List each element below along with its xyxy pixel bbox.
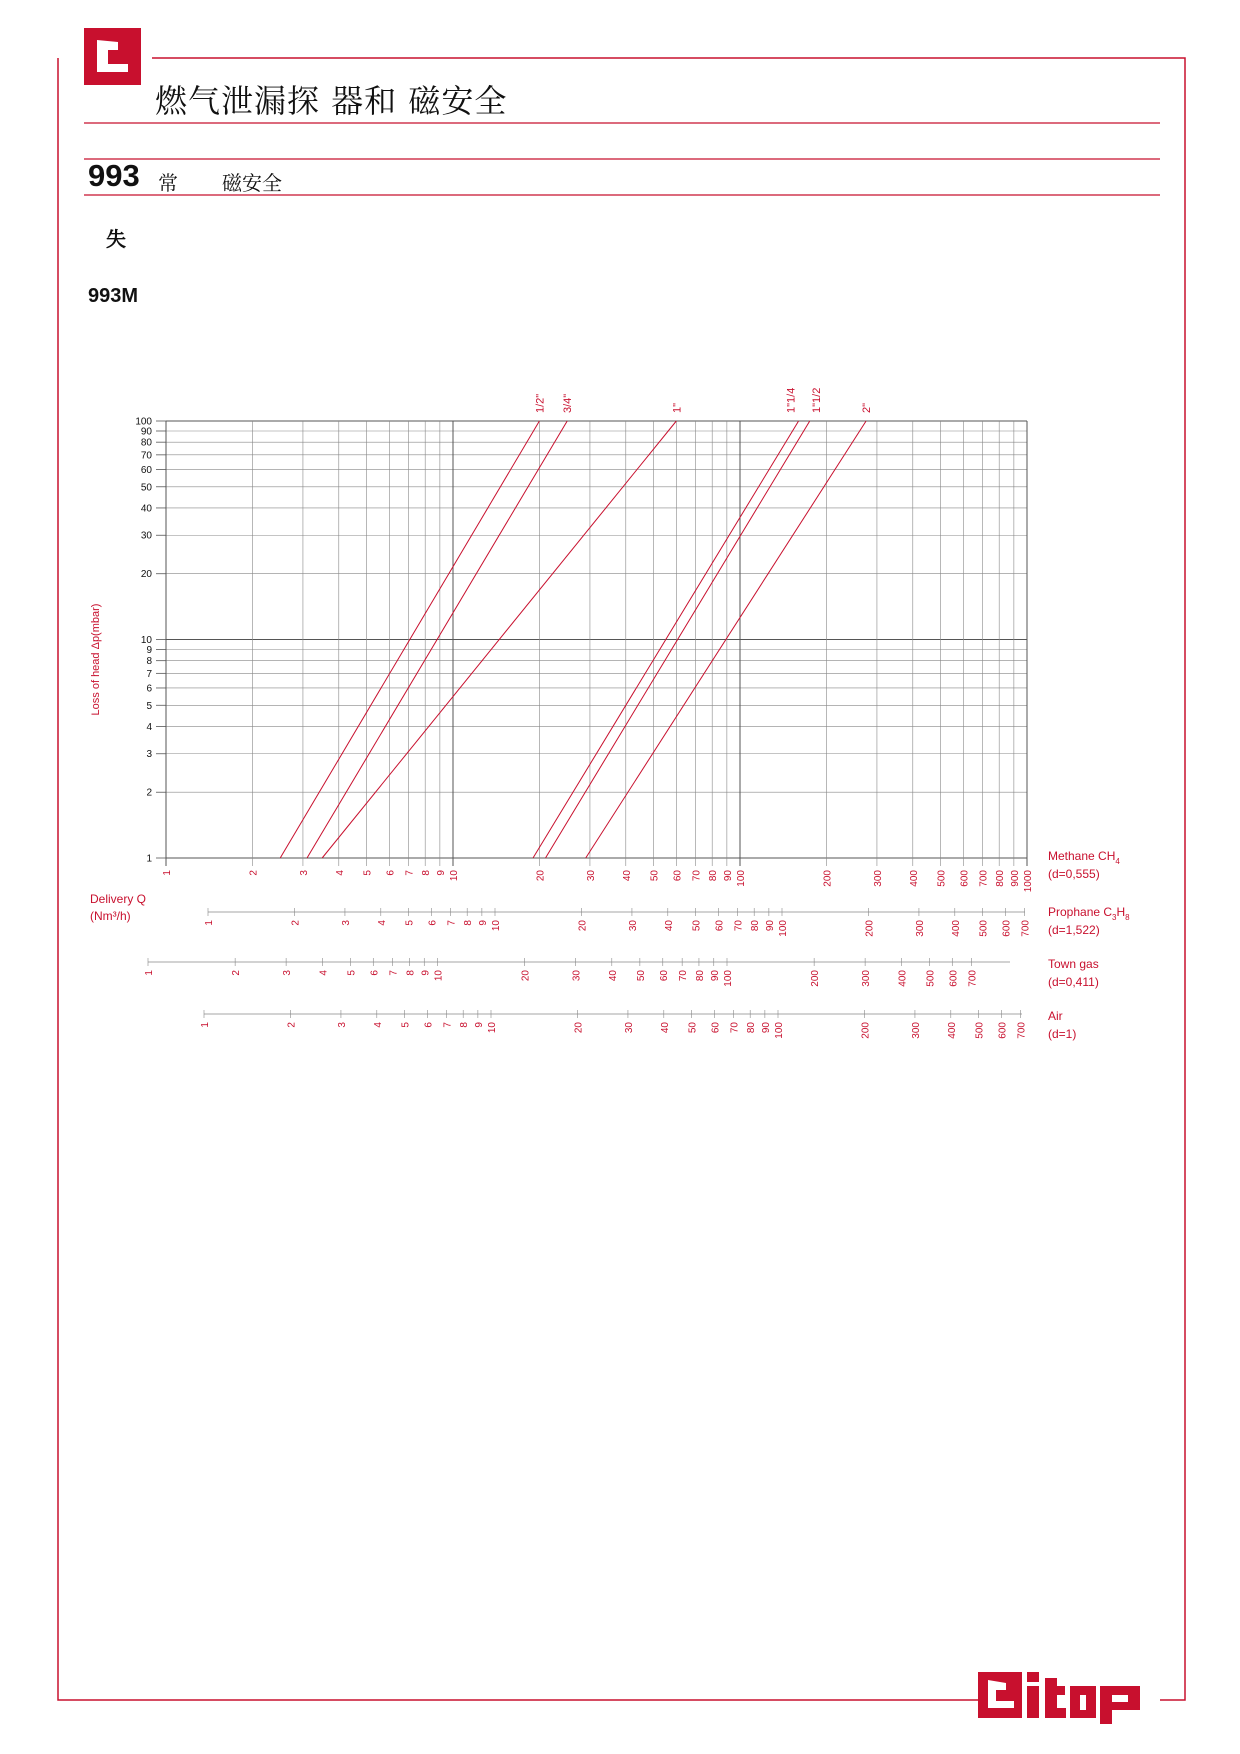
gas-scale-tick-label: 10 bbox=[487, 1022, 498, 1034]
y-tick-label: 1 bbox=[146, 853, 152, 865]
gas-scale-tick-label: 8 bbox=[405, 970, 417, 976]
gas-scale-tick-label: 100 bbox=[778, 920, 789, 937]
gas-scale-tick-label: 10 bbox=[491, 920, 502, 932]
x-tick-label: 5 bbox=[362, 870, 374, 876]
x-tick-label: 4 bbox=[334, 870, 346, 876]
y-axis-ticks bbox=[135, 417, 166, 865]
y-tick-label: 50 bbox=[140, 482, 152, 494]
gas-scale-name: Air bbox=[1048, 1009, 1063, 1023]
x-tick-label: 9 bbox=[435, 870, 447, 876]
x-axis-unit: (Nm³/h) bbox=[90, 909, 131, 923]
gas-scale-tick-label: 2 bbox=[231, 970, 243, 976]
gas-scale-tick-label: 80 bbox=[750, 920, 762, 932]
y-tick-label: 90 bbox=[140, 426, 152, 438]
y-tick-label: 30 bbox=[140, 530, 152, 542]
x-tick-label: 8 bbox=[421, 870, 433, 876]
y-tick-label: 7 bbox=[146, 668, 152, 680]
gas-scale-tick-label: 600 bbox=[948, 970, 960, 987]
gas-scale-density: (d=1) bbox=[1048, 1027, 1077, 1041]
x-tick-label: 80 bbox=[708, 870, 720, 882]
y-axis-title: Loss of head Δp(mbar) bbox=[90, 603, 102, 716]
gas-scale-tick-label: 7 bbox=[442, 1022, 454, 1028]
chart-labels bbox=[90, 388, 1130, 1041]
gas-scale-tick-label: 300 bbox=[861, 970, 873, 987]
product-code: 993 bbox=[88, 158, 140, 193]
gas-scale-tick-label: 400 bbox=[897, 970, 909, 987]
gas-scale-tick-label: 6 bbox=[369, 970, 381, 976]
y-tick-label: 6 bbox=[146, 683, 152, 695]
gas-scale-tick-label: 90 bbox=[764, 920, 776, 932]
gas-scale-tick-label: 80 bbox=[746, 1022, 758, 1034]
gas-scale-tick-label: 400 bbox=[946, 1022, 958, 1039]
x-tick-label: 200 bbox=[822, 870, 834, 887]
gas-scale-tick-label: 7 bbox=[388, 970, 400, 976]
gas-scale-tick-label: 50 bbox=[635, 970, 647, 982]
product-sub-label-2: 磁安全 bbox=[222, 171, 282, 195]
x-tick-label: 20 bbox=[535, 870, 547, 882]
gas-scale-density: (d=0,555) bbox=[1048, 867, 1100, 881]
product-sub-label: 常 bbox=[158, 171, 178, 195]
gas-scale-tick-label: 500 bbox=[925, 970, 937, 987]
y-tick-label: 5 bbox=[146, 700, 152, 712]
gas-scale-tick-label: 50 bbox=[687, 1022, 699, 1034]
gas-scale-tick-label: 8 bbox=[463, 920, 475, 926]
gas-scale-tick-label: 20 bbox=[520, 970, 532, 982]
gas-scale-tick-label: 4 bbox=[376, 920, 388, 926]
x-tick-label: 50 bbox=[649, 870, 661, 882]
y-tick-label: 2 bbox=[146, 787, 152, 799]
gas-scale-tick-label: 60 bbox=[658, 970, 670, 982]
gas-scale-tick-label: 700 bbox=[1020, 920, 1032, 937]
y-tick-label: 60 bbox=[140, 464, 152, 476]
x-tick-label: 2 bbox=[248, 870, 260, 876]
x-tick-label: 100 bbox=[736, 870, 747, 887]
gas-scale-tick-label: 700 bbox=[967, 970, 979, 987]
x-tick-label: 60 bbox=[672, 870, 684, 882]
series-label: 2" bbox=[861, 402, 874, 413]
gas-scale-tick-label: 80 bbox=[694, 970, 706, 982]
gas-scale-tick-label: 300 bbox=[910, 1022, 922, 1039]
x-tick-label: 700 bbox=[978, 870, 990, 887]
gas-scale-tick-label: 40 bbox=[659, 1022, 671, 1034]
gas-scale-tick-label: 70 bbox=[733, 920, 745, 932]
gas-scale-tick-label: 100 bbox=[774, 1022, 785, 1039]
section-heading: 失 bbox=[106, 227, 126, 251]
y-tick-label: 9 bbox=[146, 644, 152, 656]
gas-scale-tick-label: 6 bbox=[427, 920, 439, 926]
x-tick-label: 40 bbox=[621, 870, 633, 882]
y-tick-label: 3 bbox=[146, 749, 152, 761]
y-tick-label: 10 bbox=[140, 635, 152, 646]
x-axis-title: Delivery Q bbox=[90, 892, 147, 906]
gas-scales bbox=[144, 908, 1032, 1039]
gas-scale-tick-label: 200 bbox=[810, 970, 822, 987]
gas-scale-tick-label: 70 bbox=[678, 970, 690, 982]
x-tick-label: 600 bbox=[959, 870, 971, 887]
gas-scale-tick-label: 3 bbox=[336, 1022, 348, 1028]
y-tick-label: 100 bbox=[135, 416, 152, 428]
gas-scale-tick-label: 60 bbox=[714, 920, 726, 932]
y-tick-label: 8 bbox=[146, 656, 152, 668]
gas-scale-tick-label: 500 bbox=[978, 920, 990, 937]
gas-scale-tick-label: 4 bbox=[318, 970, 330, 976]
gas-scale-tick-label: 100 bbox=[723, 970, 734, 987]
gas-scale-tick-label: 9 bbox=[420, 970, 432, 976]
gas-scale-tick-label: 300 bbox=[914, 920, 926, 937]
gas-scale-tick-label: 40 bbox=[663, 920, 675, 932]
gas-scale-tick-label: 5 bbox=[346, 970, 358, 976]
page-title: 燃气泄漏探 器和 磁安全 bbox=[155, 82, 508, 120]
gas-scale-tick-label: 9 bbox=[473, 1022, 485, 1028]
gas-scale-tick-label: 30 bbox=[571, 970, 583, 982]
series-label: 1" bbox=[671, 402, 684, 413]
gas-scale-tick-label: 3 bbox=[340, 920, 352, 926]
gas-scale-tick-label: 40 bbox=[607, 970, 619, 982]
x-tick-label: 1000 bbox=[1023, 870, 1034, 893]
gas-scale-tick-label: 3 bbox=[282, 970, 294, 976]
x-tick-label: 1 bbox=[162, 870, 173, 876]
x-tick-label: 500 bbox=[936, 870, 948, 887]
gas-scale-tick-label: 700 bbox=[1016, 1022, 1028, 1039]
gas-scale-tick-label: 20 bbox=[577, 920, 589, 932]
gas-scale-tick-label: 1 bbox=[204, 920, 215, 926]
gas-scale-tick-label: 400 bbox=[950, 920, 962, 937]
gas-scale-tick-label: 2 bbox=[290, 920, 302, 926]
x-tick-label: 900 bbox=[1009, 870, 1021, 887]
gas-scale-density: (d=1,522) bbox=[1048, 923, 1100, 937]
y-tick-label: 70 bbox=[140, 450, 152, 462]
x-tick-label: 800 bbox=[995, 870, 1007, 887]
gas-scale-name: Prophane $C_3H_8$ bbox=[1048, 905, 1130, 922]
y-tick-label: 20 bbox=[140, 569, 152, 581]
series-label: 1/2" bbox=[534, 393, 547, 413]
gas-scale-tick-label: 5 bbox=[404, 920, 416, 926]
gas-scale-tick-label: 50 bbox=[691, 920, 703, 932]
gas-scale-tick-label: 600 bbox=[1001, 920, 1013, 937]
gas-scale-tick-label: 600 bbox=[997, 1022, 1009, 1039]
gas-scale-tick-label: 20 bbox=[573, 1022, 585, 1034]
x-tick-label: 7 bbox=[404, 870, 416, 876]
gas-scale-tick-label: 90 bbox=[709, 970, 721, 982]
x-axis-ticks bbox=[162, 870, 1034, 893]
gas-scale-tick-label: 8 bbox=[459, 1022, 471, 1028]
gas-scale-tick-label: 200 bbox=[864, 920, 876, 937]
gas-scale-tick-label: 90 bbox=[760, 1022, 772, 1034]
gas-scale-name: Methane $CH_4$ bbox=[1048, 849, 1120, 866]
x-tick-label: 300 bbox=[872, 870, 884, 887]
gas-scale-name: Town gas bbox=[1048, 957, 1099, 971]
gas-scale-tick-label: 10 bbox=[433, 970, 445, 982]
gas-scale-tick-label: 6 bbox=[423, 1022, 435, 1028]
gas-scale-density: (d=0,411) bbox=[1048, 975, 1099, 989]
gas-scale-tick-label: 7 bbox=[446, 920, 458, 926]
model-number: 993M bbox=[88, 285, 139, 307]
gas-scale-tick-label: 200 bbox=[860, 1022, 872, 1039]
gas-scale-tick-label: 2 bbox=[286, 1022, 298, 1028]
gas-scale-tick-label: 4 bbox=[372, 1022, 384, 1028]
y-tick-label: 4 bbox=[146, 721, 152, 733]
y-tick-label: 40 bbox=[140, 503, 152, 515]
gas-scale-tick-label: 9 bbox=[477, 920, 489, 926]
x-tick-label: 6 bbox=[385, 870, 397, 876]
x-tick-label: 70 bbox=[691, 870, 703, 882]
x-tick-label: 30 bbox=[585, 870, 597, 882]
chart-grid bbox=[166, 421, 1027, 866]
gas-scale-tick-label: 30 bbox=[623, 1022, 635, 1034]
gas-scale-tick-label: 5 bbox=[400, 1022, 412, 1028]
gas-scale-tick-label: 500 bbox=[974, 1022, 986, 1039]
y-tick-label: 80 bbox=[140, 437, 152, 449]
x-tick-label: 90 bbox=[722, 870, 734, 882]
series-label: 3/4" bbox=[562, 393, 575, 413]
x-tick-label: 10 bbox=[449, 870, 460, 882]
gas-scale-tick-label: 60 bbox=[710, 1022, 722, 1034]
gas-scale-tick-label: 1 bbox=[144, 970, 155, 976]
x-tick-label: 3 bbox=[298, 870, 310, 876]
x-tick-label: 400 bbox=[908, 870, 920, 887]
gas-scale-tick-label: 70 bbox=[729, 1022, 741, 1034]
series-label: 1"1/4 bbox=[785, 387, 798, 413]
series-label: 1"1/2 bbox=[810, 387, 823, 413]
gas-scale-tick-label: 1 bbox=[200, 1022, 211, 1028]
gas-scale-tick-label: 30 bbox=[627, 920, 639, 932]
